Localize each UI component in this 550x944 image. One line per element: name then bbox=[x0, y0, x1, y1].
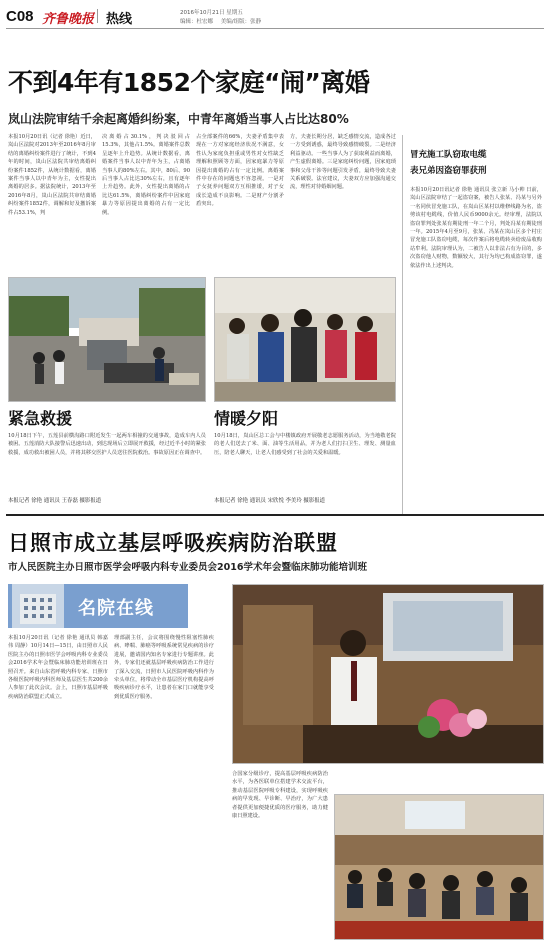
header-divider bbox=[97, 9, 98, 23]
sunset-title: 情暖夕阳 bbox=[214, 409, 279, 428]
editor-credit: 编辑：杜宏娜 bbox=[180, 19, 214, 25]
designer-credit: 美编/组版：张静 bbox=[220, 19, 262, 25]
rescue-scene-illustration bbox=[9, 278, 206, 402]
lead-column-1: 本报10月20日讯（记者 徐艳）近日，岚山区法院对2013年至2016年8月审结的离婚纠纷案件进行了统计，不到4年的时间，岚山区法院共审结离婚纠纷案件1852件，从统计数据看，离婚案件当事人以中青年为主，女性提出离婚的居多。据法院统计，2013年至2016年8月，岚山区法院共审结离婚纠纷案件1852件，调解和好及撤诉案件占53.1%，判 bbox=[8, 134, 96, 216]
page-header bbox=[0, 0, 550, 30]
sunset-body: 10月18日，岚山区总工会与中楼镇政府开展敬老志愿服务活动，为当地敬老院的老人们送去了米、面、油等生活用品，并为老人们打扫卫生、理发、测量血压，陪老人聊天，让老人们感受到了社会的关爱和温暖。 bbox=[214, 433, 396, 456]
league-headline: 日照市成立基层呼吸疾病防治联盟 bbox=[8, 531, 338, 555]
lead-headline: 不到4年有1852个家庭“闹”离婚 bbox=[8, 68, 370, 97]
league-column-3: 合国家分级诊疗，提高基层呼吸疾病防治水平，为各医联单位搭建学术交流平台，推动基层医院呼吸专科建设，实现呼吸疾病的早发现、早诊断、早治疗，为广大患者提供更加便捷优质的医疗服务，助力健康日照建设。 bbox=[232, 771, 328, 820]
speaker-photo bbox=[232, 584, 544, 764]
side-story-body: 本报10月20日讯记者 徐艳 通讯员 张立新 马小帅 日前，岚山区法院审结了一起盗窃案，被告人张某、冯某与另外一名同伙冒充施工队，在岚山区某村以维修线路为名，盗剪该村电缆线，价值人民币9000余元。经审理，法院以盗窃罪判处张某有期徒刑一年二个月，判处冯某有期徒刑一年。2015年4月至9月，张某、冯某在岚山区多个村庄冒充施工队盗窃电缆，每次作案后将电缆转卖给废品收购站牟利。法院审理认为，二被告人以非法占有为目的，多次盗窃他人财物，数额较大，其行为均已构成盗窃罪，遂依法作出上述判决。 bbox=[410, 187, 542, 269]
side-story-title-2: 表兄弟因盗窃罪获刑 bbox=[410, 166, 487, 176]
paper-logo: 齐鲁晚报 bbox=[42, 12, 95, 27]
audience-photo bbox=[334, 794, 544, 940]
conference-speaker-illustration bbox=[233, 585, 544, 764]
league-column-2: 理部副主任，会议将围绕慢性阻塞性肺疾病、哮喘、肺癌等呼吸系统常见疾病的诊疗进展，邀请国内知名专家进行专题讲座。此外，专家们还就基层呼吸疾病防治工作进行了深入交流，日照市人民医院呼吸内科作为牵头单位，将带动全市基层医疗机构提高呼吸疾病诊疗水平，让患者在家门口就能享受到优质医疗服务。 bbox=[114, 635, 214, 700]
league-subhead: 市人民医院主办日照市医学会呼吸内科专业委员会2016学术年会暨临床肺功能培训班 bbox=[8, 562, 367, 573]
lead-column-3: 占全部案件的66%，夫妻矛盾集中表现在一方对家庭经济状况不满意，女性认为家庭负担重或男性对女性缺乏理解和照顾等方面，因家庭暴力等原因提出离婚的占有一定比例。离婚案件中存在的问题也不容忽视。一是对子女抚养问题双方互相推诿，对子女成长造成不良影响。二是财产分割矛盾突出。 bbox=[196, 134, 284, 208]
meeting-audience-illustration bbox=[335, 795, 544, 940]
page-number: C08 bbox=[6, 8, 34, 25]
sunset-credit: 本报记者 徐艳 通讯员 宋欣悦 李美玲 摄影报道 bbox=[214, 498, 325, 504]
rescue-credit: 本报记者 徐艳 通讯员 王春磊 摄影报道 bbox=[8, 498, 102, 504]
section-separator bbox=[6, 514, 544, 516]
issue-date: 2016年10月21日 星期五 bbox=[180, 10, 243, 16]
famous-hospital-badge bbox=[8, 584, 188, 628]
badge-label: 名院在线 bbox=[78, 598, 154, 619]
lead-subhead: 岚山法院审结千余起离婚纠纷案，中青年离婚当事人占比达80% bbox=[8, 112, 349, 126]
lead-column-2: 决离婚占30.1%，判决驳回占15.3%，其他占1.5%。离婚案件总数呈逐年上升趋势。从统计数据看，离婚案件当事人以中青年为主，占离婚当事人的80%左右。其中，80后、90后当事人占比达30%左右，且有逐年上升趋势。此外，女性提出离婚的占比达61.5%，离婚纠纷案件中因家庭暴力等原因提出离婚的占有一定比例。 bbox=[102, 134, 190, 216]
rescue-photo bbox=[8, 277, 206, 402]
rescue-body: 10月18日下午，五莲县前横沟路口附近发生一起两车相撞的交通事故，造成车内人员被困。五莲消防大队接警后迅速出动，到达现场后立即展开救援，经过近半小时的紧张救援，成功救出被困人员，并将其移交医护人员送往医院救治。事故原因正在调查中。 bbox=[8, 433, 206, 456]
column-divider bbox=[402, 135, 403, 515]
section-name: 热线 bbox=[106, 12, 133, 27]
elderly-care-illustration bbox=[215, 278, 396, 402]
rescue-title: 紧急救援 bbox=[8, 409, 73, 428]
hospital-building-icon bbox=[12, 584, 64, 628]
lead-column-4: 方，夫妻长期分居，缺乏感情交流，造成各过一方受到诱惑，最终导致感情破裂。二是经济利益驱动。一些当事人为了获取利益而离婚，产生虚假离婚。三是家庭纠纷问题，因家庭琐事和父母干涉等问题引发矛盾，最终导致夫妻关系破裂。法官建议，夫妻双方应加强沟通交流，理性对待婚姻问题。 bbox=[290, 134, 396, 191]
side-story-title-1: 冒充施工队窃取电缆 bbox=[410, 150, 487, 160]
league-column-1: 本报10月20日讯（记者 徐艳 通讯员 韩嘉伟 周静）10月14日—15日，由日照市人民医院主办的日照市医学会呼吸内科专业委员会2016学术年会暨临床肺功能培训班在日照召开。来自山东省呼吸内科专家、日照市各级医院呼吸内科医师及基层医生共200余人参加了此次会议。会上，日照市基层呼吸疾病防治联盟正式成立。 bbox=[8, 635, 108, 700]
header-rule bbox=[6, 28, 544, 29]
sunset-photo bbox=[214, 277, 396, 402]
